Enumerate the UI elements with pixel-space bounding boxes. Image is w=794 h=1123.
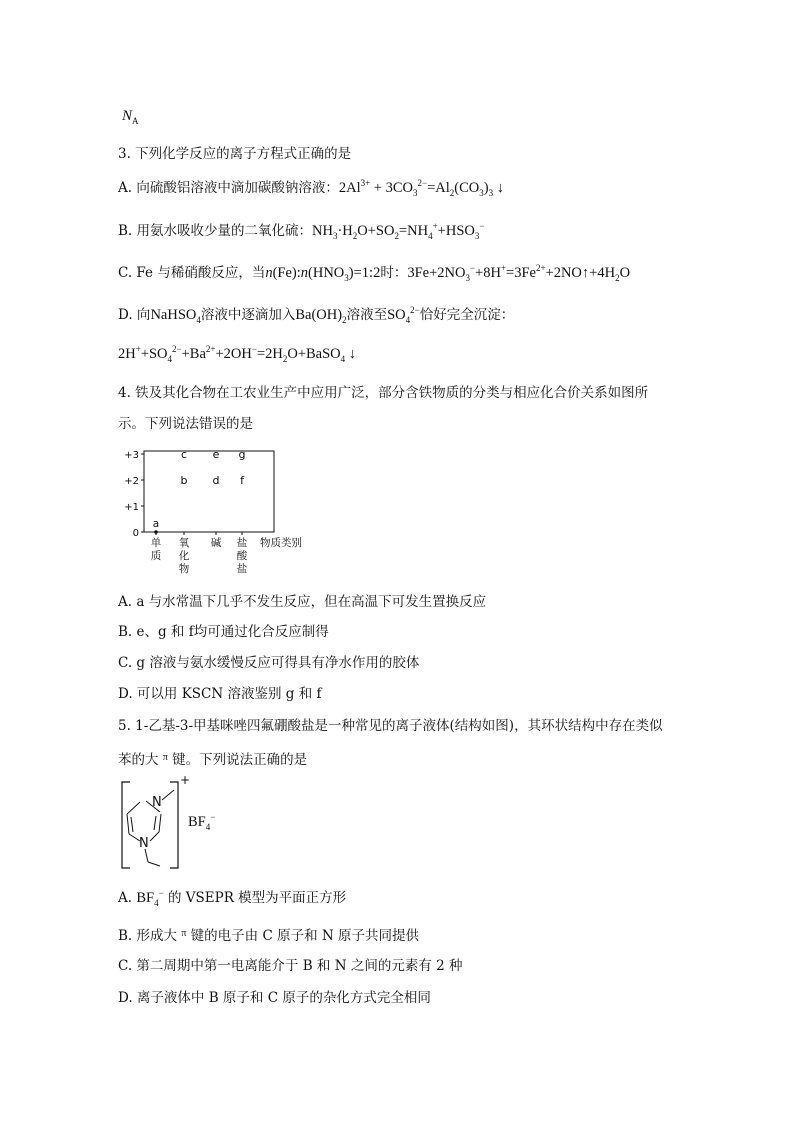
q5-stem-line2: 苯的大 $^\pi$ 键。下列说法正确的是 xyxy=(118,752,308,768)
q4-option-d: D. 可以用 KSCN 溶液鉴别 g 和 f xyxy=(118,686,322,702)
q5-option-a: A. $BF_4^-$ 的 VSEPR 模型为平面正方形 xyxy=(118,888,347,908)
q3-stem: 3. 下列化学反应的离子方程式正确的是 xyxy=(118,146,352,162)
x-category-char: 化 xyxy=(178,550,190,562)
na-symbol: $N_A$ xyxy=(122,108,139,126)
y-tick-label: +1 xyxy=(124,502,139,513)
q3-option-a: A. 向硫酸铝溶液中滴加碳酸钠溶液：$2Al^{3+} + 3CO_3^{2-}=Al_2(CO_3)_3$ ↓ xyxy=(118,178,504,198)
q4-option-c: C. g 溶液与氨水缓慢反应可得具有净水作用的胶体 xyxy=(118,655,420,671)
point-e: e xyxy=(212,448,220,461)
q4-stem-line1: 4. 铁及其化合物在工农业生产中应用广泛，部分含铁物质的分类与相应化合价关系如图所 xyxy=(118,385,649,401)
cation-charge: + xyxy=(180,774,191,787)
x-category-char: 盐 xyxy=(236,563,248,575)
x-category-char: 盐 xyxy=(236,537,248,549)
x-category-char: 质 xyxy=(150,550,162,562)
q3-option-d: D. 向NaHSO$_4$溶液中逐滴加入$Ba(OH)_2$溶液至$SO_4^{2-}$恰好完全沉淀： xyxy=(118,305,515,325)
q5-option-c: C. 第二周期中第一电离能介于 B 和 N 之间的元素有 2 种 xyxy=(118,958,463,974)
y-tick-label: +2 xyxy=(124,476,139,487)
point-b: b xyxy=(180,474,188,487)
point-a-dot xyxy=(154,530,158,534)
q4-stem-line2: 示。下列说法错误的是 xyxy=(118,416,253,432)
imidazolium-structure xyxy=(116,774,236,874)
chart-frame xyxy=(144,451,274,532)
nitrogen-bottom: N xyxy=(139,836,149,851)
q5-stem-line1: 5. 1-乙基-3-甲基咪唑四氟硼酸盐是一种常见的离子液体(结构如图)，其环状结构中存在类似 xyxy=(118,718,663,734)
x-category-char: 碱 xyxy=(210,537,222,549)
x-category-char: 物 xyxy=(178,563,190,575)
x-axis-label: 物质类别 xyxy=(260,537,302,549)
y-tick-label: 0 xyxy=(132,528,139,539)
point-a: a xyxy=(152,518,160,530)
anion-label: $BF_4^-$ xyxy=(188,812,216,832)
point-f: f xyxy=(240,474,244,487)
x-category-char: 氧 xyxy=(178,537,190,549)
q4-option-b: B. e、g 和 f均可通过化合反应制得 xyxy=(118,624,329,640)
q3-option-b: B. 用氨水吸收少量的二氧化硫：$NH_3\cdot H_2O+SO_2=NH_4^++HSO_3^-$ xyxy=(118,221,485,241)
q3-option-c: C. Fe 与稀硝酸反应，当$n(Fe):n(HNO_3)=1:2$时：$3Fe+2NO_3^-+8H^+=3Fe^{2+}+2NO↑+4H_2O$ xyxy=(118,263,631,283)
point-c: c xyxy=(180,448,188,461)
q3-option-d-equation: $2H^++SO_4^{2-}+Ba^{2+}+2OH^-=2H_2O+BaSO_4$ ↓ xyxy=(118,344,357,364)
x-category-char: 单 xyxy=(150,537,162,549)
q5-option-b: B. 形成大 $^\pi$ 键的电子由 C 原子和 N 原子共同提供 xyxy=(118,928,419,944)
nitrogen-top: N xyxy=(152,795,162,810)
q4-option-a: A. a 与水常温下几乎不发生反应，但在高温下可发生置换反应 xyxy=(118,594,487,610)
iron-valence-chart xyxy=(112,448,332,578)
x-category-char: 酸 xyxy=(236,550,248,562)
y-tick-label: +3 xyxy=(124,450,139,461)
point-d: d xyxy=(212,474,220,487)
point-g: g xyxy=(238,448,246,461)
q5-option-d: D. 离子液体中 B 原子和 C 原子的杂化方式完全相同 xyxy=(118,990,431,1006)
